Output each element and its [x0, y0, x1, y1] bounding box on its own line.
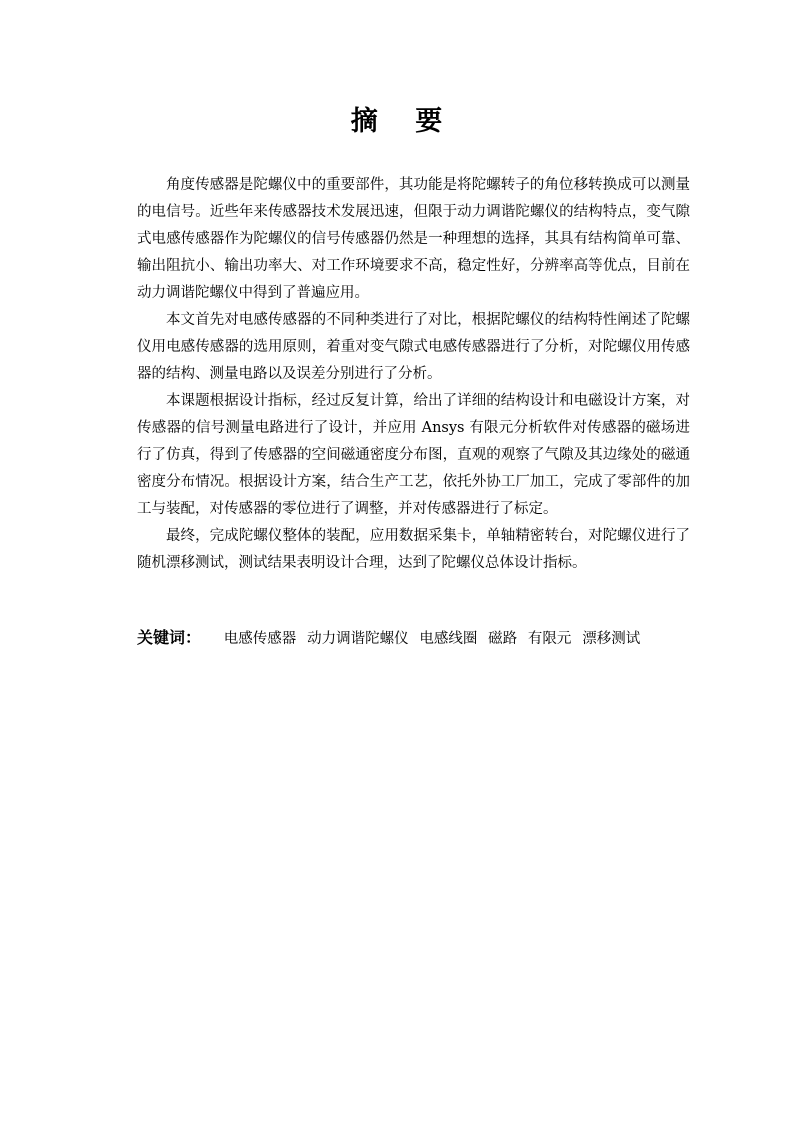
abstract-paragraph-3: 本课题根据设计指标，经过反复计算，给出了详细的结构设计和电磁设计方案，对传感器的信号测量电路进行了设计，并应用 Ansys 有限元分析软件对传感器的磁场进行了仿真，得到了传感器的空间磁通密度分布图，直观的观察了气隙及其边缘处的磁通密度分布情况。根据设计方案，结合生产工艺，依托外协工厂加工，完成了零部件的加工与装配，对传感器的零位进行了调整，并对传感器进行了标定。: [137, 393, 690, 517]
keywords-list: [224, 629, 646, 647]
abstract-paragraph-2: 本文首先对电感传感器的不同种类进行了对比，根据陀螺仪的结构特性阐述了陀螺仪用电感传感器的选用原则，着重对变气隙式电感传感器进行了分析，对陀螺仪用传感器的结构、测量电路以及误差分别进行了分析。: [137, 312, 690, 382]
keywords-line: [137, 624, 697, 653]
keyword-item: 电感传感器: [223, 631, 297, 647]
abstract-paragraph-4: 最终，完成陀螺仪整体的装配，应用数据采集卡，单轴精密转台，对陀螺仪进行了随机漂移测试，测试结果表明设计合理，达到了陀螺仪总体设计指标。: [137, 528, 690, 571]
keyword-item: 磁路: [488, 631, 518, 647]
keyword-item: 漂移测试: [582, 631, 641, 647]
abstract-title: 摘 要: [350, 106, 457, 137]
keyword-item: 有限元: [527, 631, 572, 647]
abstract-paragraph-1: 角度传感器是陀螺仪中的重要部件，其功能是将陀螺转子的角位移转换成可以测量的电信号。近些年来传感器技术发展迅速，但限于动力调谐陀螺仪的结构特点，变气隙式电感传感器作为陀螺仪的信号传感器仍然是一种理想的选择，其具有结构简单可靠、输出阻抗小、输出功率大、对工作环境要求不高，稳定性好，分辨率高等优点，目前在动力调谐陀螺仪中得到了普遍应用。: [137, 177, 690, 301]
keywords-label: 关键词：: [137, 628, 202, 647]
abstract-body: [137, 172, 690, 577]
keyword-item: 电感线圈: [419, 631, 478, 647]
keyword-item: 动力调谐陀螺仪: [307, 631, 409, 647]
